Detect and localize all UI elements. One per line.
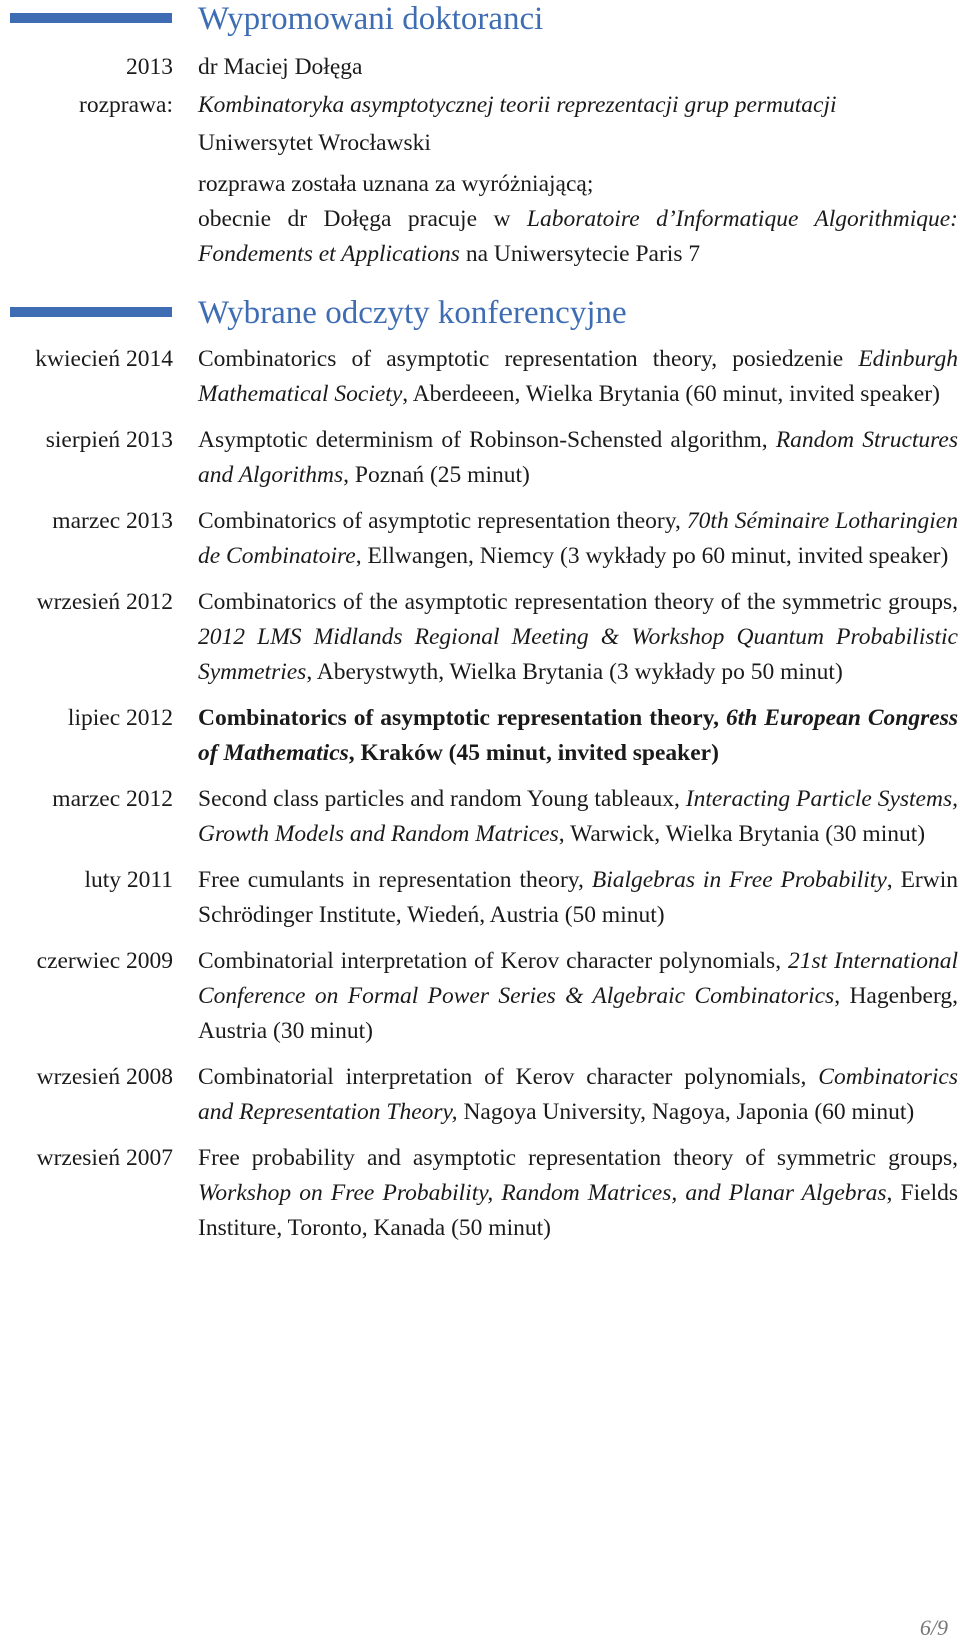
student-entry xyxy=(0,50,960,85)
talk-details: , Warwick, Wielka Brytania (30 minut) xyxy=(558,821,926,847)
note-post: na Uniwersytecie Paris 7 xyxy=(459,241,701,267)
talk-venue: Combinatorics and Representation Theory, xyxy=(198,1064,958,1125)
talk-entry xyxy=(0,782,960,852)
talk-details: , Aberdeeen, Wielka Brytania (60 minut, invited speaker) xyxy=(402,381,940,407)
talk-description xyxy=(198,342,958,412)
talk-details: , Aberystwyth, Wielka Brytania (3 wykłady po 50 minut) xyxy=(306,659,843,685)
talk-date: wrzesień 2008 xyxy=(36,1064,173,1090)
talk-entry xyxy=(0,701,960,771)
talk-details: , Kraków (45 minut, invited speaker) xyxy=(348,740,719,766)
student-university: Uniwersytet Wrocławski xyxy=(198,130,431,156)
talk-venue: 2012 LMS Midlands Regional Meeting & Workshop Quantum Probabilistic Symmetries xyxy=(198,624,958,685)
talk-details: , Erwin Schrödinger Institute, Wiedeń, Austria (50 minut) xyxy=(198,867,958,928)
talk-title: Combinatorics of the asymptotic representation theory of the symmetric groups, xyxy=(198,589,958,615)
talk-description xyxy=(198,944,958,1049)
talk-description xyxy=(198,504,958,574)
section-bar xyxy=(10,13,172,23)
talk-title: Combinatorial interpretation of Kerov character polynomials, xyxy=(198,948,788,974)
talk-title: Combinatorial interpretation of Kerov character polynomials, xyxy=(198,1064,819,1090)
talk-date: czerwiec 2009 xyxy=(36,948,173,974)
talk-venue: Interacting Particle Systems, Growth Models and Random Matrices xyxy=(198,786,958,847)
note-line1: rozprawa została uznana za wyróżniającą; xyxy=(198,171,594,197)
talks-list xyxy=(0,342,960,1246)
talk-description xyxy=(198,423,958,493)
student-name: dr Maciej Dołęga xyxy=(198,54,363,80)
talk-title: Free cumulants in representation theory, xyxy=(198,867,592,893)
talk-venue: 6th European Congress of Mathematics xyxy=(198,705,958,766)
talk-date: sierpień 2013 xyxy=(45,427,173,453)
talk-description xyxy=(198,1060,958,1130)
talk-entry xyxy=(0,342,960,412)
talk-description xyxy=(198,1141,958,1246)
section-title: Wypromowani doktoranci xyxy=(198,1,544,37)
talk-description xyxy=(198,863,958,933)
section-title: Wybrane odczyty konferencyjne xyxy=(198,295,627,331)
page-number: 6/9 xyxy=(919,1615,948,1640)
talk-title: Second class particles and random Young tableaux, xyxy=(198,786,686,812)
talk-title: Asymptotic determinism of Robinson-Schensted algorithm, xyxy=(198,427,776,453)
student-note xyxy=(198,167,958,272)
talk-title: Combinatorics of asymptotic representation theory, xyxy=(198,508,687,534)
talk-entry xyxy=(0,863,960,933)
talk-date: wrzesień 2007 xyxy=(36,1145,173,1171)
talk-entry xyxy=(0,1060,960,1130)
thesis-title: Kombinatoryka asymptotycznej teorii reprezentacji grup permutacji xyxy=(198,92,837,118)
talk-entry xyxy=(0,423,960,493)
student-university-row xyxy=(0,126,960,161)
talk-description xyxy=(198,782,958,852)
talk-venue: Random Structures and Algorithms xyxy=(198,427,958,488)
talk-date: marzec 2012 xyxy=(52,786,173,812)
talk-entry xyxy=(0,585,960,690)
note-pre: obecnie dr Dołęga pracuje w xyxy=(198,206,527,232)
talk-title: Combinatorics of asymptotic representation theory, xyxy=(198,705,726,731)
note-lab: Laboratoire d’Informatique Algorithmique: Fondements et Applications xyxy=(198,206,958,267)
talk-details: , Hagenberg, Austria (30 minut) xyxy=(198,983,958,1044)
talk-venue: Bialgebras in Free Probability xyxy=(591,867,887,893)
talk-date: luty 2011 xyxy=(84,867,173,893)
talk-date: marzec 2013 xyxy=(52,508,173,534)
talk-venue: 70th Séminaire Lotharingien de Combinatoire xyxy=(198,508,958,569)
talk-details: , Poznań (25 minut) xyxy=(343,462,530,488)
talk-venue: Workshop on Free Probability, Random Matrices, and Planar Algebras xyxy=(198,1180,887,1206)
section-header-talks xyxy=(0,294,960,342)
talk-date: wrzesień 2012 xyxy=(36,589,173,615)
talk-venue: 21st International Conference on Formal Power Series & Algebraic Combinatorics xyxy=(198,948,959,1009)
talk-details: , Ellwangen, Niemcy (3 wykłady po 60 minut, invited speaker) xyxy=(355,543,949,569)
student-thesis xyxy=(0,88,960,123)
section-bar xyxy=(10,307,172,317)
talk-details: , Fields Institure, Toronto, Kanada (50 minut) xyxy=(198,1180,958,1241)
talk-description xyxy=(198,585,958,690)
talk-venue: Edinburgh Mathematical Society xyxy=(198,346,958,407)
student-note-row xyxy=(0,167,960,272)
talk-details: Nagoya University, Nagoya, Japonia (60 minut) xyxy=(457,1099,915,1125)
talk-date: kwiecień 2014 xyxy=(35,346,173,372)
talk-title: Free probability and asymptotic representation theory of symmetric groups, xyxy=(198,1145,958,1171)
thesis-label: rozprawa: xyxy=(79,92,173,118)
student-year: 2013 xyxy=(126,54,173,80)
section-header-students xyxy=(0,0,960,48)
talk-description xyxy=(198,701,958,771)
talk-title: Combinatorics of asymptotic representation theory, posiedzenie xyxy=(198,346,859,372)
talk-date: lipiec 2012 xyxy=(67,705,173,731)
talk-entry xyxy=(0,1141,960,1246)
talk-entry xyxy=(0,504,960,574)
talk-entry xyxy=(0,944,960,1049)
